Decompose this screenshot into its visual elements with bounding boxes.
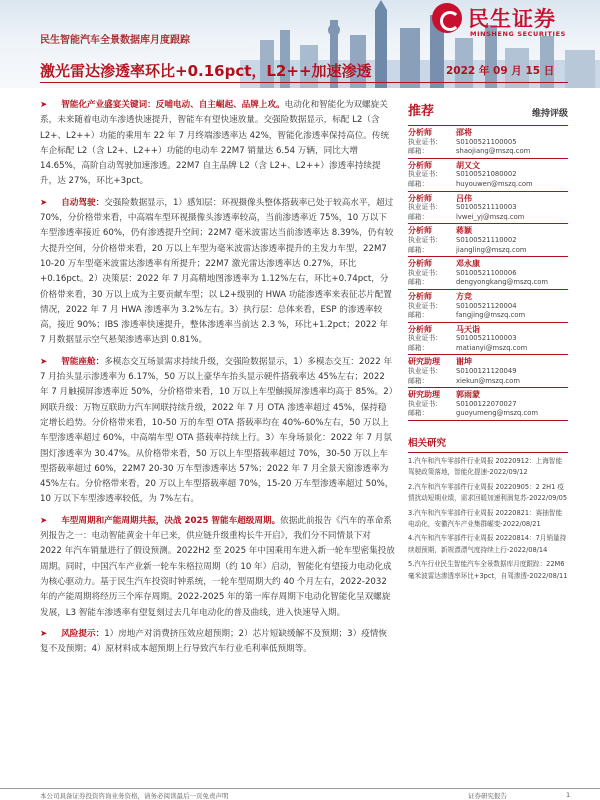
analyst-field-label: 邮箱：: [408, 147, 429, 156]
bullet-arrow-icon: ➤: [40, 197, 48, 208]
analyst-name: 邵将: [456, 128, 472, 137]
related-research-item[interactable]: 1.汽车和汽车零部件行业周报 20220912：上海智能驾驶政策落地，智能化提速-2022/09/12: [408, 457, 563, 477]
analyst-field-label: 执业证书：: [408, 268, 442, 277]
bullet-arrow-icon: ➤: [40, 515, 48, 526]
analyst-cert: S0100521100006: [456, 268, 517, 277]
logo-text: 民生证券: [468, 7, 556, 31]
analyst-name-row: [408, 161, 568, 171]
analyst-field-label: 分析师: [408, 160, 432, 170]
paragraph-intelligence: [40, 98, 395, 190]
analyst-cert-row: [408, 269, 568, 279]
rating-status: 维持评级: [531, 109, 568, 119]
analyst-field-label: 邮箱：: [408, 376, 429, 385]
footer-rule: [0, 788, 600, 789]
rating-row: [408, 100, 568, 126]
analyst-field-label: 执业证书：: [408, 334, 442, 343]
analyst-email[interactable]: dengyongkang@mszq.com: [456, 278, 549, 287]
analyst-email[interactable]: lvwei_yj@mszq.com: [456, 212, 525, 221]
bullet-arrow-icon: ➤: [40, 628, 48, 639]
analyst-cert-row: [408, 367, 568, 377]
analyst-name-row: [408, 226, 568, 236]
analyst-name-row: [408, 128, 568, 138]
paragraph-text: 1）房地产对消费挤压效应超预期；2）芯片短缺缓解不及预期；3）疫情恢复不及预期；4）原材料成本超预期上行导致汽车行业毛利率低预期等。: [40, 628, 387, 655]
paragraph-text: 多模态交互场景需求持续升级，交强险数据显示，1）多模态交互：2022 年 7 月抬头显示渗透率为 6.17%，50 万以上豪华车抬头显示硬件搭载率达 45%左右；2022 年 7 月触摸屏渗透率近 50%，分价格带来看，10 万以上车型触摸屏渗透率均高于 85%。2）网联升级：万物互联助力汽车网联持续升级，2022 年 7 月 OTA 渗透率超过 45%，保持稳定增长趋势。分价格带来看，10-50 万的车型 OTA 搭载率均在 40%-60%左右，50 万以上车型渗透率超过 60%，中高端车型 OTA 搭载率持续上行。3）车身场景化：2022 年 7 月氛围灯渗透率为 30.47%。从价格带来看，50 万以上车型搭载率超过 70%，30-50 万以上车型搭载率超过 60%，22M7 20-30 万车型渗透率达 57%；2022 年 7 月全景天窗渗透率为 45%左右。分价格带来看，20 万以上车型搭载率超 70%，15-20 万车型渗透率超过 50%，10 万以下车型渗透率较低，为 7%左右。: [40, 356, 394, 505]
analyst-name: 马天诣: [456, 324, 480, 334]
footer-disclaimer: 本公司具备证券投资咨询业务资格，请务必阅读最后一页免责声明: [40, 792, 229, 800]
analyst-email-row: [408, 180, 568, 190]
analyst-field-label: 邮箱：: [408, 343, 429, 352]
analyst-email[interactable]: matianyi@mszq.com: [456, 343, 528, 352]
related-research-item[interactable]: 5.汽车行业民生智能汽车全景数据库月度跟踪：22M6毫米波雷达渗透率环比+3pct，自驾渗透-2022/08/11: [408, 560, 568, 580]
bullet-arrow-icon: ➤: [40, 100, 48, 110]
analyst-field-label: 执业证书：: [408, 235, 442, 244]
analyst-name-row: [408, 194, 568, 204]
sidebar: [408, 98, 568, 582]
paragraph-keyword: 风险提示：: [61, 628, 105, 639]
analyst-cert-row: [408, 400, 568, 410]
analyst-name-row: [408, 325, 568, 335]
analyst-card: [408, 159, 568, 192]
paragraph-keyword: 智能座舱：: [61, 356, 105, 367]
analyst-cert-row: [408, 138, 568, 148]
analyst-field-label: 执业证书：: [408, 301, 442, 310]
analyst-card: [408, 323, 568, 356]
paragraph-keyword: 自动驾驶：: [61, 197, 105, 208]
analyst-cert-row: [408, 170, 568, 180]
analyst-email[interactable]: huyouwen@mszq.com: [456, 179, 533, 188]
related-research-item[interactable]: 4.汽车和汽车零部件行业周报 20220814：7月销量持续超预期，新规漂漂气度持续上行-2022/08/14: [408, 534, 567, 554]
analyst-card: [408, 290, 568, 323]
analyst-field-label: 分析师: [408, 193, 432, 203]
analyst-name: 郭雨蒙: [456, 390, 480, 400]
analyst-field-label: 执业证书：: [408, 203, 442, 212]
analyst-email[interactable]: xiekun@mszq.com: [456, 376, 520, 385]
analyst-cert: S0100521080002: [456, 170, 517, 179]
analyst-email[interactable]: fangjing@mszq.com: [456, 311, 526, 320]
analyst-card: [408, 126, 568, 159]
analyst-field-label: 分析师: [408, 128, 432, 137]
footer-report-type: 证券研究报告: [468, 792, 507, 800]
paragraph-keyword: 智能化产业盛宴关键词：反哺电动、自主崛起、品牌上攻。: [61, 100, 285, 110]
related-research-list: [408, 456, 568, 582]
analyst-name: 吕伟: [456, 193, 472, 203]
analyst-field-label: 邮箱：: [408, 278, 429, 287]
analyst-cert: S0100521120004: [456, 301, 517, 310]
paragraph-text: 电动化和智能化为双螺旋关系，未来随着电动车渗透快速提升，智能车有望快速放量。交强险数据显示，标配 L2（含 L2+、L2++）功能的乘用车 22 年 7 月终端渗透率达 42%，智能化渗透率保持高位。传统车企标配 L2（含 L2+、L2++）功能的电动车 22M7 销量达 6.54 万辆，同比大增 14.65%，高阶自动驾驶加速渗透。22M7 自主品牌 L2（含 L2+、L2++）渗透率持续提升，达 27%，环比+3pct。: [40, 100, 390, 187]
analyst-email[interactable]: jiangling@mszq.com: [456, 245, 527, 254]
paragraph-text: 依据此前报告《汽车的革命系列报告之一：电动智能黄金十年已来，供应链升级重构长牛开启》，我们分不同情景下对 2022 年汽车销量进行了假设预测。2022H2 至 2025 年中国乘用车进入新一轮车型密集投放周期。同时，中国汽车产业新一轮车朱格拉周期（约 10 年）启动，智能化有望接力电动化成为核心驱动力。基于民生汽车投资时钟系统，一轮车型周期大约 40 个月左右，2022-2032 年的产能周期将经历三个库存周期。2022-2025 年的第一库存周期下电动化智能化呈双螺旋发展，L3 智能车渗透率有望复刻过去几年电动化的普及曲线，进入快速导入期。: [40, 515, 395, 618]
analyst-cert: S0100521100003: [456, 334, 517, 343]
analyst-field-label: 分析师: [408, 324, 432, 334]
related-research-title: 相关研究: [408, 435, 568, 453]
analyst-field-label: 邮箱：: [408, 212, 429, 221]
analyst-cert: S0100521100005: [456, 137, 517, 146]
paragraph-keyword: 车型周期和产能周期共振，决战 2025 智能车超级周期。: [61, 515, 281, 526]
analyst-name: 蒋颖: [456, 226, 472, 236]
analyst-name-row: [408, 259, 568, 269]
analyst-list: [408, 126, 568, 421]
analyst-name: 方竞: [456, 291, 472, 301]
analyst-name: 胡又文: [456, 160, 480, 170]
analyst-card: [408, 355, 568, 388]
analyst-cert-row: [408, 203, 568, 213]
analyst-email-row: [408, 213, 568, 223]
report-body: [40, 98, 395, 663]
paragraph-text: 交强险数据显示，1）感知层：环视摄像头整体搭载率已处于较高水平，超过 70%，分价格带来看，中高端车型环视摄像头渗透率较高，当前渗透率近 75%，10 万以下车型渗透率接近 60%，仍有渗透提升空间；22M7 毫米波雷达当前渗透率达 8.39%，仍有较大提升空间，分价格带来看，20 万以上车型为毫米波雷达渗透率提升的主发力车型，22M7 10-20 万车型毫米波雷达渗透率有所提升；22M7 激光雷达渗透率达 0.27%，环比+0.16pct。2）决策层：2022 年 7 月高精地图渗透率为 1.12%左右，环比+0.74pct，分价格带来看，30 万以上成为主要贡献车型；以 L2+级别的 HWA 功能渗透率来表征芯片配置情况，2022 年 7 月 HWA 渗透率为 3.2%左右。3）执行层：总体来看，ESP 的渗透率较高，接近 90%；IBS 渗透率快速提升，整体渗透率当前达 2.3 %，环比+1.2pct；2022 年 7 月数据显示空气悬架渗透率达到 0.81%。: [40, 197, 394, 346]
logo-mark-icon: [432, 3, 462, 33]
analyst-email[interactable]: guoyumeng@mszq.com: [456, 409, 539, 418]
analyst-email-row: [408, 246, 568, 256]
analyst-field-label: 研究助理: [408, 357, 440, 367]
paragraph-cycle: [40, 514, 395, 621]
analyst-field-label: 执业证书：: [408, 367, 442, 376]
analyst-email-row: [408, 311, 568, 321]
paragraph-autonomous-driving: [40, 196, 395, 349]
report-date: 2022 年 09 月 15 日: [446, 65, 555, 77]
analyst-card: [408, 388, 568, 421]
paragraph-smart-cockpit: [40, 355, 395, 508]
analyst-field-label: 执业证书：: [408, 170, 442, 179]
analyst-field-label: 邮箱：: [408, 245, 429, 254]
analyst-cert: S0100121120049: [456, 367, 517, 376]
analyst-field-label: 执业证书：: [408, 399, 442, 408]
analyst-card: [408, 192, 568, 225]
analyst-field-label: 邮箱：: [408, 179, 429, 188]
analyst-field-label: 研究助理: [408, 390, 440, 400]
analyst-field-label: 执业证书：: [408, 137, 442, 146]
rating-label: 推荐: [408, 104, 435, 119]
analyst-cert-row: [408, 302, 568, 312]
analyst-email-row: [408, 278, 568, 288]
analyst-cert: S0100122070027: [456, 399, 517, 408]
header-banner: [0, 0, 600, 88]
analyst-cert: S0100521110003: [456, 203, 517, 212]
company-logo: [432, 3, 556, 33]
analyst-cert-row: [408, 236, 568, 246]
analyst-field-label: 邮箱：: [408, 409, 429, 418]
paragraph-risk: [40, 627, 395, 658]
logo-english-text: MINSHENG SECURITIES: [470, 30, 566, 38]
analyst-email-row: [408, 344, 568, 354]
analyst-field-label: 分析师: [408, 291, 432, 301]
analyst-name-row: [408, 292, 568, 302]
analyst-card: [408, 224, 568, 257]
header-rule: [40, 82, 568, 83]
analyst-cert: S0100521110002: [456, 235, 517, 244]
analyst-name: 谢坤: [456, 357, 472, 367]
analyst-email-row: [408, 409, 568, 419]
analyst-name: 邓永康: [456, 259, 480, 269]
report-title: 激光雷达渗透率环比+0.16pct，L2++加速渗透: [40, 62, 372, 80]
analyst-email[interactable]: shaojiang@mszq.com: [456, 147, 531, 156]
analyst-field-label: 分析师: [408, 259, 432, 269]
analyst-card: [408, 257, 568, 290]
analyst-email-row: [408, 147, 568, 157]
related-research-item[interactable]: 2.汽车和汽车零部件行业周报 20220905：2 2H1 疫情扰动短期业绩，需求回暖加速利润复苏-2022/09/05: [408, 482, 568, 503]
analyst-field-label: 分析师: [408, 226, 432, 236]
bullet-arrow-icon: ➤: [40, 356, 48, 367]
related-research-item[interactable]: 3.汽车和汽车零部件行业周报 20220821：赛抽智能电动化，安徽汽车产业集群崛变-2022/08/21: [408, 508, 563, 529]
analyst-name-row: [408, 390, 568, 400]
series-title: 民生智能汽车全景数据库月度跟踪: [40, 35, 190, 46]
analyst-name-row: [408, 357, 568, 367]
analyst-field-label: 邮箱：: [408, 311, 429, 320]
analyst-email-row: [408, 377, 568, 387]
analyst-cert-row: [408, 334, 568, 344]
page-number: 1: [566, 791, 571, 799]
